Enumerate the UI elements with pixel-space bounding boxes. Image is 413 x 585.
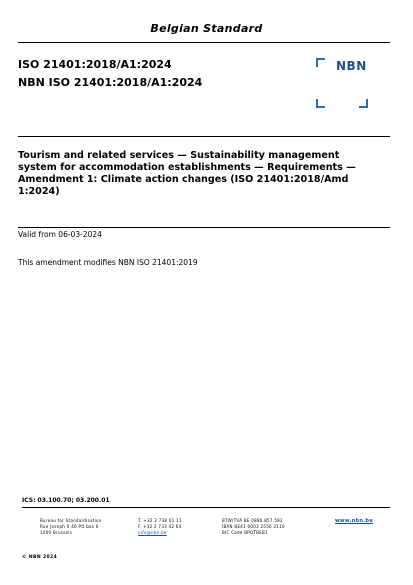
address-line: Bureau for Standardisation <box>40 518 102 523</box>
validity-date: Valid from 06-03-2024 <box>18 230 102 239</box>
logo-corner-bottom-right <box>359 99 368 108</box>
footer-contact <box>138 518 182 536</box>
header-divider <box>18 136 390 137</box>
phone-number: T. +32 2 738 01 11 <box>138 518 182 523</box>
document-type-heading: Belgian Standard <box>150 22 263 35</box>
iso-identifier: ISO 21401:2018/A1:2024 <box>18 58 172 71</box>
amendment-note: This amendment modifies NBN ISO 21401:2019 <box>18 258 198 267</box>
copyright-notice: © NBN 2024 <box>22 555 58 560</box>
nbn-logo <box>316 58 368 110</box>
logo-corner-top-left <box>316 58 325 67</box>
email-link[interactable]: info@nbn.be <box>138 530 167 535</box>
title-divider <box>18 227 390 228</box>
bic-code: BIC Code BPOTBEB1 <box>222 530 268 535</box>
identifier-block <box>18 56 202 92</box>
website-link[interactable]: www.nbn.be <box>335 518 374 524</box>
iban-number: IBAN BE41 0003 2556 2110 <box>222 524 285 529</box>
logo-text: NBN <box>336 59 367 73</box>
ics-codes: ICS: 03.100.70; 03.200.01 <box>22 497 110 504</box>
footer-address <box>40 518 102 536</box>
logo-corner-bottom-left <box>316 99 325 108</box>
nbn-identifier: NBN ISO 21401:2018/A1:2024 <box>18 76 203 89</box>
fax-number: F. +32 2 733 42 64 <box>138 524 182 529</box>
address-line: Rue Joseph II 40 PO box 6 <box>40 524 99 529</box>
vat-number: BTW/TVA BE 0880.857.592 <box>222 518 283 523</box>
document-title: Tourism and related services — Sustainability management system for accommodation establishments — Requirements — Amendment 1: Climate action changes (ISO 21401:2018/Amd 1:2024) <box>18 150 356 197</box>
footer-website <box>335 518 373 524</box>
top-divider <box>18 42 390 43</box>
footer-bank <box>222 518 285 536</box>
address-line: 1000 Brussels <box>40 530 73 535</box>
footer-divider <box>22 507 390 508</box>
